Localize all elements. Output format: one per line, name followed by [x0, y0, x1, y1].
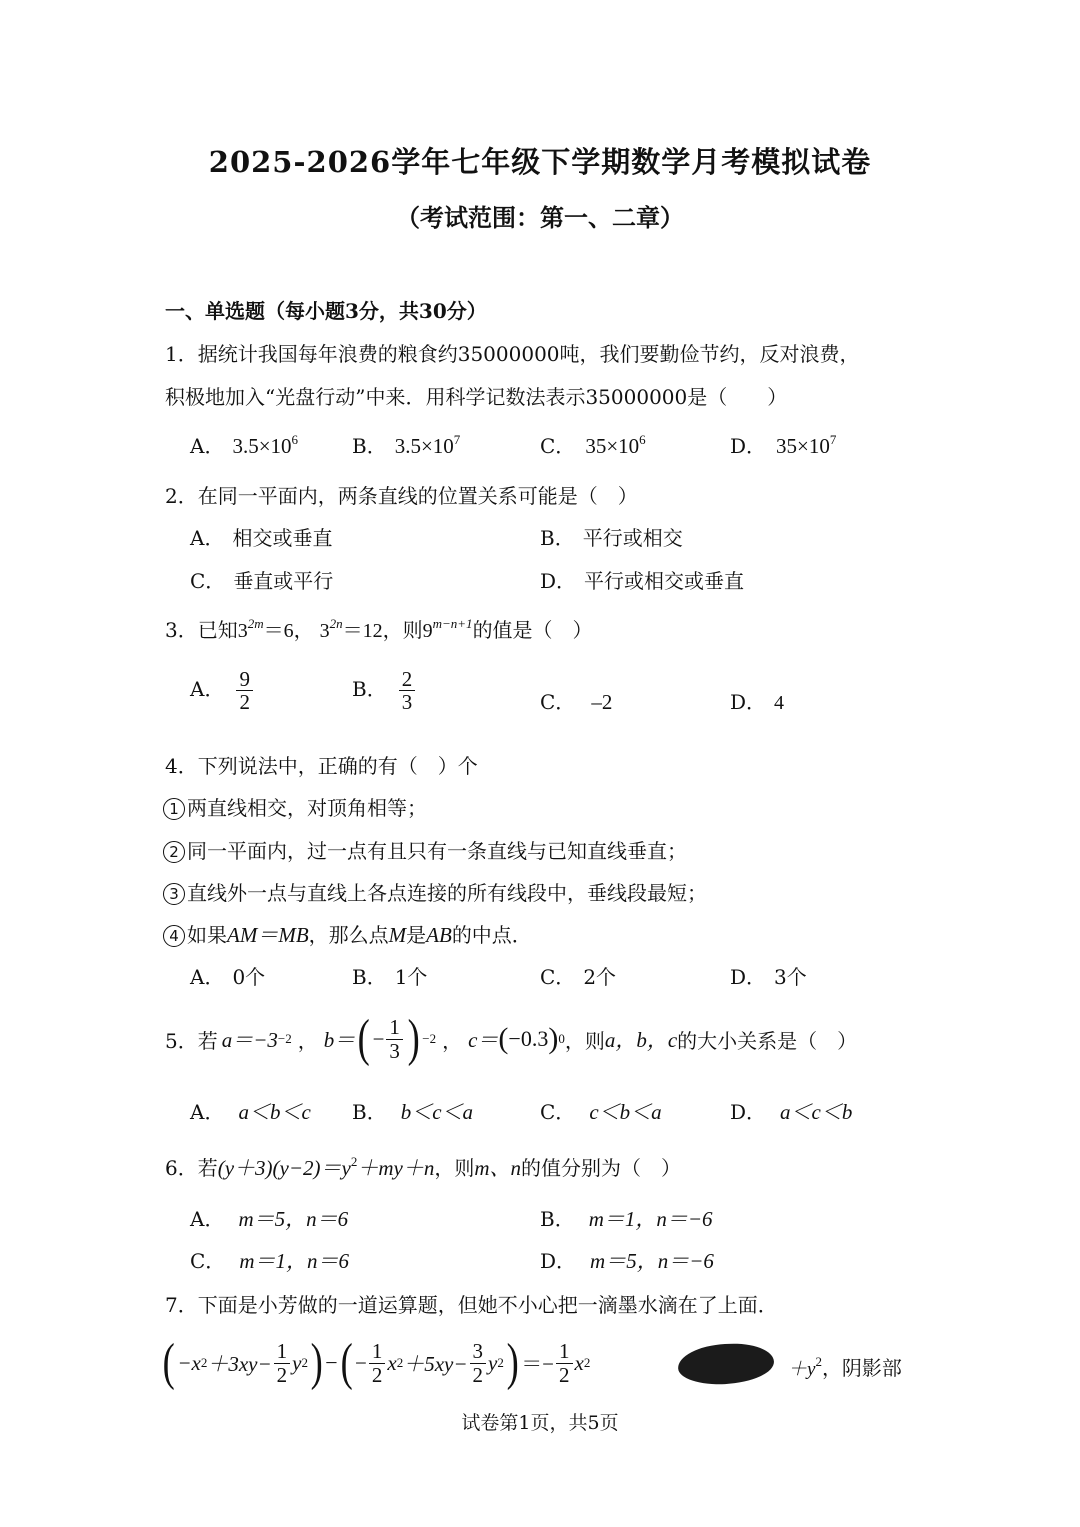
- fraction: [386, 1016, 403, 1061]
- option-label: A．: [190, 677, 225, 702]
- q5-option-c[interactable]: [540, 1096, 662, 1126]
- q3-option-c[interactable]: [540, 686, 612, 715]
- statement-text: 是: [406, 923, 427, 947]
- option-value: 3.5×10: [232, 434, 292, 458]
- option-label: C．: [190, 1249, 226, 1273]
- option-label: B．: [352, 965, 387, 989]
- numerator: 1: [369, 1340, 386, 1363]
- q4-option-a[interactable]: [190, 961, 265, 990]
- q5-option-a[interactable]: [190, 1096, 311, 1126]
- page-title: 2025-2026学年七年级下学期数学月考模拟试卷: [208, 145, 872, 179]
- term: ＋5xy−: [403, 1352, 468, 1376]
- option-label: D．: [540, 1249, 577, 1273]
- q7-expression-tail: [788, 1352, 902, 1381]
- option-label: B．: [540, 526, 575, 550]
- q3-option-b[interactable]: [352, 668, 417, 713]
- q6-equation: (y＋3)(y−2)＝y: [217, 1156, 351, 1180]
- math-expr: AB: [426, 923, 452, 947]
- option-label: A．: [190, 965, 225, 989]
- statement-text: 同一平面内，过一点有且只有一条直线与已知直线垂直；: [187, 839, 687, 863]
- option-value: –2: [591, 690, 613, 714]
- circled-number: 3: [163, 883, 185, 905]
- option-exponent: 7: [453, 431, 461, 447]
- statement-text: 两直线相交，对顶角相等；: [187, 796, 427, 820]
- q6-equation-rhs: ＋my＋n: [357, 1156, 435, 1180]
- q4-option-c[interactable]: [540, 961, 616, 990]
- option-label: B．: [352, 677, 387, 702]
- option-value: 3个: [774, 965, 807, 989]
- option-label: C．: [540, 434, 576, 458]
- term: ＋y: [788, 1359, 816, 1380]
- q6-text: ，则: [434, 1156, 475, 1180]
- q1-option-b[interactable]: [352, 430, 460, 459]
- question-1-line-1: 1．据统计我国每年浪费的粮食约35000000吨，我们要勤俭节约，反对浪费，: [165, 342, 860, 366]
- close-paren: ): [506, 1334, 519, 1391]
- q4-statement-3: [163, 877, 707, 906]
- q3-expr-3-base: 9: [422, 620, 433, 642]
- option-label: C．: [540, 690, 576, 714]
- q4-option-b[interactable]: [352, 961, 427, 990]
- q6-option-d[interactable]: [540, 1245, 714, 1275]
- open-paren: (: [357, 1010, 370, 1067]
- q2-option-d[interactable]: [540, 565, 744, 594]
- ink-blot: [677, 1342, 775, 1387]
- option-value: c＜b＜a: [589, 1100, 662, 1124]
- option-value: 平行或相交: [582, 526, 683, 550]
- q4-statement-4: [163, 919, 532, 949]
- q4-option-d[interactable]: [730, 961, 807, 990]
- option-value: 1个: [394, 965, 428, 989]
- q6-vars: m、n: [474, 1156, 522, 1180]
- q6-text-end: 的值分别为（ ）: [521, 1156, 682, 1180]
- option-label: B．: [352, 1100, 387, 1124]
- option-label: B．: [352, 434, 387, 458]
- term: ＋3xy−: [207, 1352, 272, 1376]
- question-2-stem: 2．在同一平面内，两条直线的位置关系可能是（ ）: [165, 484, 638, 508]
- q6-exp: 2: [350, 1153, 358, 1169]
- option-value: 4: [774, 692, 785, 714]
- statement-text: 的中点．: [451, 923, 532, 947]
- exponent: 2: [815, 1353, 822, 1369]
- term: x: [387, 1350, 397, 1375]
- term: y: [292, 1350, 302, 1375]
- q5-option-d[interactable]: [730, 1096, 852, 1126]
- q1-option-d[interactable]: [730, 430, 836, 459]
- exam-scope: （考试范围：第一、二章）: [396, 203, 684, 232]
- q5-a-expr: a＝−3: [221, 1028, 278, 1052]
- numerator: 3: [470, 1340, 487, 1363]
- denominator: 3: [389, 1038, 400, 1063]
- q6-text: 6．若: [165, 1156, 218, 1180]
- q4-statement-2: [163, 835, 687, 864]
- question-7-stem: 7．下面是小芳做的一道运算题，但她不小心把一滴墨水滴在了上面．: [165, 1293, 778, 1317]
- option-label: A．: [190, 526, 225, 550]
- q2-option-a[interactable]: [190, 522, 332, 551]
- q3-expr-2-exp: 2n: [329, 615, 343, 631]
- q3-expr-1-rest: ＝6，: [263, 620, 314, 642]
- q7-text: ，阴影部: [821, 1356, 902, 1380]
- close-paren: ): [310, 1334, 323, 1391]
- q5-c-inner: −0.3: [508, 1026, 549, 1051]
- q3-expr-3-exp: m−n+1: [432, 615, 473, 631]
- option-label: A．: [190, 1100, 225, 1124]
- q5-text: ，则: [564, 1028, 605, 1053]
- option-value: 2个: [583, 965, 617, 989]
- q1-option-a[interactable]: [190, 430, 298, 459]
- statement-text: ，那么点: [308, 923, 389, 947]
- close-paren: ): [407, 1010, 420, 1067]
- option-label: C．: [190, 569, 226, 593]
- q1-option-c[interactable]: [540, 430, 646, 459]
- q3-option-d[interactable]: [730, 686, 784, 715]
- term: −x: [177, 1350, 201, 1375]
- option-value: 35×10: [776, 434, 830, 458]
- q3-text-end: 的值是（ ）: [472, 618, 593, 642]
- circled-number: 2: [163, 841, 185, 863]
- numerator: 9: [236, 668, 253, 691]
- q6-option-c[interactable]: [190, 1245, 349, 1275]
- math-expr: M: [388, 923, 407, 947]
- option-label: D．: [730, 434, 767, 458]
- fraction: [470, 1340, 487, 1385]
- option-label: D．: [730, 690, 767, 714]
- q7-expression: ( −x 2 ＋3xy− $\frac{1}{2}$ y 2 ) − ( − $\frac{1}{2}$ x 2 ＋5xy− $\frac{3}{2}$ y 2 ) ＝− $\frac{1}{2}$ x 2: [162, 1334, 591, 1391]
- option-label: C．: [540, 965, 576, 989]
- option-value: a＜b＜c: [238, 1100, 311, 1124]
- q5-c-expr: c＝: [468, 1028, 499, 1052]
- q5-vars: a，b，c: [604, 1028, 678, 1052]
- term: x: [574, 1350, 584, 1375]
- option-label: D．: [540, 569, 577, 593]
- q5-b-sign: −: [372, 1026, 385, 1051]
- fraction: [556, 1340, 573, 1385]
- circled-number: 1: [163, 798, 185, 820]
- denominator: 3: [401, 690, 413, 715]
- option-value: 35×10: [585, 434, 640, 458]
- option-label: D．: [730, 965, 767, 989]
- question-1-line-2: 积极地加入“光盘行动”中来．用科学记数法表示35000000是（ ）: [165, 385, 788, 409]
- operator: −: [325, 1350, 338, 1375]
- equals: ＝−: [521, 1352, 555, 1376]
- q3-option-a[interactable]: [190, 668, 255, 713]
- q3-text: 3．已知: [165, 618, 238, 642]
- option-value: 0个: [232, 965, 266, 989]
- q4-statement-1: [163, 792, 427, 821]
- q5-text: 5．若: [165, 1028, 218, 1053]
- math-expr: AM＝MB: [227, 923, 309, 947]
- question-4-stem: 4．下列说法中，正确的有（ ）个: [165, 754, 478, 778]
- fraction: [399, 668, 416, 713]
- q3-expr-2-base: 3: [319, 620, 330, 642]
- q5-text-end: 的大小关系是（ ）: [677, 1028, 858, 1053]
- option-value: 平行或相交或垂直: [584, 569, 745, 593]
- denominator: 2: [371, 1362, 383, 1387]
- numerator: 1: [274, 1340, 291, 1363]
- q5-b-expr: b＝: [323, 1028, 356, 1052]
- denominator: 2: [472, 1362, 484, 1387]
- operator: −: [355, 1350, 367, 1375]
- q2-option-c[interactable]: [190, 565, 333, 594]
- term: y: [488, 1350, 498, 1375]
- option-value: 相交或垂直: [232, 526, 333, 550]
- numerator: 1: [386, 1016, 403, 1039]
- denominator: 2: [559, 1362, 570, 1387]
- option-label: A．: [190, 1207, 225, 1231]
- option-value: m＝1，n＝−6: [588, 1207, 713, 1231]
- denominator: 2: [239, 690, 250, 715]
- option-exponent: 6: [639, 431, 646, 447]
- option-label: B．: [540, 1207, 575, 1231]
- q5-option-b[interactable]: [352, 1096, 473, 1126]
- question-3-stem: [165, 614, 593, 643]
- page-footer: 试卷第1页，共5页: [461, 1412, 619, 1434]
- option-label: C．: [540, 1100, 576, 1124]
- option-label: D．: [730, 1100, 767, 1124]
- q6-option-b[interactable]: [540, 1203, 713, 1233]
- statement-text: 直线外一点与直线上各点连接的所有线段中，垂线段最短；: [187, 881, 707, 905]
- q6-option-a[interactable]: [190, 1203, 348, 1233]
- fraction: [369, 1340, 386, 1385]
- numerator: 2: [399, 668, 416, 691]
- fraction: [236, 668, 253, 713]
- option-value: m＝5，n＝−6: [590, 1249, 714, 1273]
- option-exponent: 7: [829, 431, 837, 447]
- option-value: m＝1，n＝6: [239, 1249, 349, 1273]
- open-paren: (: [340, 1334, 353, 1391]
- q3-expr-1-exp: 2m: [247, 615, 264, 631]
- question-5-stem: 5．若 a＝−3 −2 ， b＝ ( − $\frac{1}{3}$ ) −2 ， c＝ ( −0.3 ) 0 ，则 a，b，c 的大小关系是（ ）: [165, 1010, 858, 1067]
- option-exponent: 6: [291, 431, 299, 447]
- q3-expr-1-base: 3: [237, 620, 248, 642]
- section-heading: 一、单选题（每小题3分，共30分）: [165, 299, 487, 323]
- option-value: 3.5×10: [394, 434, 454, 458]
- option-label: A．: [190, 434, 225, 458]
- option-value: m＝5，n＝6: [238, 1207, 349, 1231]
- circled-number: 4: [163, 925, 185, 947]
- denominator: 2: [276, 1362, 288, 1387]
- numerator: 1: [556, 1340, 573, 1363]
- question-6-stem: [165, 1152, 681, 1182]
- statement-text: 如果: [187, 923, 227, 947]
- fraction: [274, 1340, 291, 1385]
- option-value: 垂直或平行: [233, 569, 334, 593]
- option-value: a＜c＜b: [780, 1100, 853, 1124]
- option-value: b＜c＜a: [400, 1100, 474, 1124]
- q2-option-b[interactable]: [540, 522, 683, 551]
- open-paren: (: [162, 1334, 175, 1391]
- q3-expr-2-rest: ＝12，则: [342, 620, 423, 642]
